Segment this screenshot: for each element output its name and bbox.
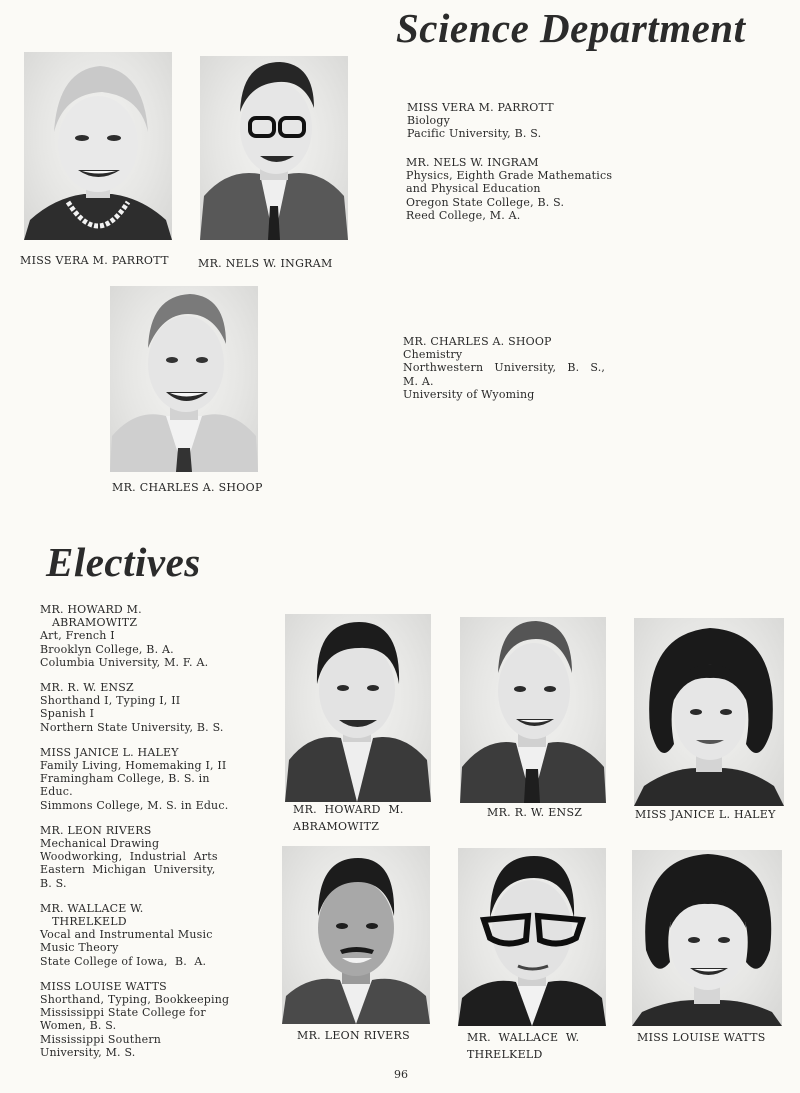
info-line: MISS LOUISE WATTS <box>40 979 167 993</box>
info-line: Music Theory <box>40 941 119 955</box>
photo-shoop <box>110 286 258 472</box>
info-line: THRELKELD <box>52 915 127 929</box>
info-line: Family Living, Homemaking I, II <box>40 759 227 773</box>
info-line: Mechanical Drawing <box>40 837 160 851</box>
info-line: Shorthand I, Typing I, II <box>40 694 181 708</box>
photo-ensz <box>460 617 606 803</box>
info-line: University, M. S. <box>40 1045 136 1059</box>
photo-ingram <box>200 56 348 240</box>
caption-haley: MISS JANICE L. HALEY <box>635 808 776 821</box>
info-line: Northern State University, B. S. <box>40 720 224 734</box>
info-watts <box>40 980 240 1059</box>
info-line: Pacific University, B. S. <box>407 127 542 141</box>
info-line: MR. WALLACE W. <box>40 901 144 915</box>
electives-info-column <box>40 603 240 1071</box>
info-line: Simmons College, M. S. in Educ. <box>40 798 229 812</box>
page-number: 96 <box>394 1068 408 1081</box>
info-line: Oregon State College, B. S. <box>406 195 565 209</box>
info-line: MISS JANICE L. HALEY <box>40 745 179 759</box>
info-line: Woodworking, Industrial Arts <box>40 850 218 864</box>
info-line: Physics, Eighth Grade Mathematics <box>406 169 613 183</box>
info-line: Reed College, M. A. <box>406 208 521 222</box>
info-line: MISS VERA M. PARROTT <box>407 101 554 114</box>
info-line: MR. NELS W. INGRAM <box>406 156 539 169</box>
info-line: Educ. <box>40 785 73 799</box>
photo-abramowitz <box>285 614 431 802</box>
info-line: Framingham College, B. S. in <box>40 772 210 786</box>
info-line: Chemistry <box>403 348 463 362</box>
info-line: Vocal and Instrumental Music <box>40 928 213 942</box>
info-line: MR. HOWARD M. <box>40 603 142 616</box>
photo-parrott <box>24 52 172 240</box>
photo-watts <box>632 850 782 1026</box>
info-line: Mississippi State College for <box>40 1006 206 1020</box>
caption-ingram: MR. NELS W. INGRAM <box>198 257 333 270</box>
caption-rivers: MR. LEON RIVERS <box>297 1029 410 1042</box>
info-line: Columbia University, M. F. A. <box>40 655 209 669</box>
photo-haley <box>634 618 784 806</box>
science-department-heading: Science Department <box>396 5 746 51</box>
info-line: Eastern Michigan University, <box>40 863 216 877</box>
info-line: University of Wyoming <box>403 387 535 401</box>
info-haley <box>40 746 240 812</box>
portrait-man-glasses <box>200 56 348 240</box>
portrait-man-smiling <box>110 286 258 472</box>
info-ingram <box>406 156 612 222</box>
info-line: MR. R. W. ENSZ <box>40 681 134 695</box>
caption-line: ABRAMOWITZ <box>293 820 380 833</box>
info-line: MR. LEON RIVERS <box>40 823 152 837</box>
info-threlkeld <box>40 902 240 968</box>
info-rivers <box>40 824 240 890</box>
info-line: Art, French I <box>40 629 115 643</box>
portrait-man-dark-hair <box>285 614 431 802</box>
caption-ensz: MR. R. W. ENSZ <box>487 806 583 819</box>
info-line: Brooklyn College, B. A. <box>40 642 174 656</box>
portrait-woman-curly-hair <box>632 850 782 1026</box>
portrait-woman-dark-curls <box>634 618 784 806</box>
info-abramowitz <box>40 603 240 669</box>
photo-rivers <box>282 846 430 1024</box>
info-line: Women, B. S. <box>40 1019 117 1033</box>
info-shoop <box>403 335 605 401</box>
portrait-man-short-hair <box>460 617 606 803</box>
info-line: and Physical Education <box>406 182 541 196</box>
caption-line: MR. HOWARD M. <box>293 803 404 816</box>
portrait-man-mustache <box>282 846 430 1024</box>
caption-parrott: MISS VERA M. PARROTT <box>20 254 169 267</box>
info-parrott <box>407 101 554 141</box>
caption-shoop: MR. CHARLES A. SHOOP <box>112 481 263 494</box>
electives-heading: Electives <box>46 539 201 585</box>
caption-threlkeld <box>467 1031 579 1061</box>
info-line: Mississippi Southern <box>40 1032 162 1046</box>
info-line: Spanish I <box>40 707 95 721</box>
info-line: Northwestern University, B. S., <box>403 361 606 375</box>
info-line: MR. CHARLES A. SHOOP <box>403 335 552 348</box>
info-line: Biology <box>407 114 451 128</box>
caption-line: MR. WALLACE W. <box>467 1031 580 1044</box>
info-line: ABRAMOWITZ <box>52 616 138 630</box>
info-line: M. A. <box>403 374 434 388</box>
info-line: B. S. <box>40 876 67 890</box>
caption-line: THRELKELD <box>467 1048 543 1061</box>
portrait-woman-pearls <box>24 52 172 240</box>
portrait-man-heavy-glasses <box>458 848 606 1026</box>
info-ensz <box>40 681 240 734</box>
info-line: Shorthand, Typing, Bookkeeping <box>40 993 230 1007</box>
caption-abramowitz <box>293 803 404 833</box>
info-line: State College of Iowa, B. A. <box>40 954 207 968</box>
caption-watts: MISS LOUISE WATTS <box>637 1031 766 1044</box>
photo-threlkeld <box>458 848 606 1026</box>
